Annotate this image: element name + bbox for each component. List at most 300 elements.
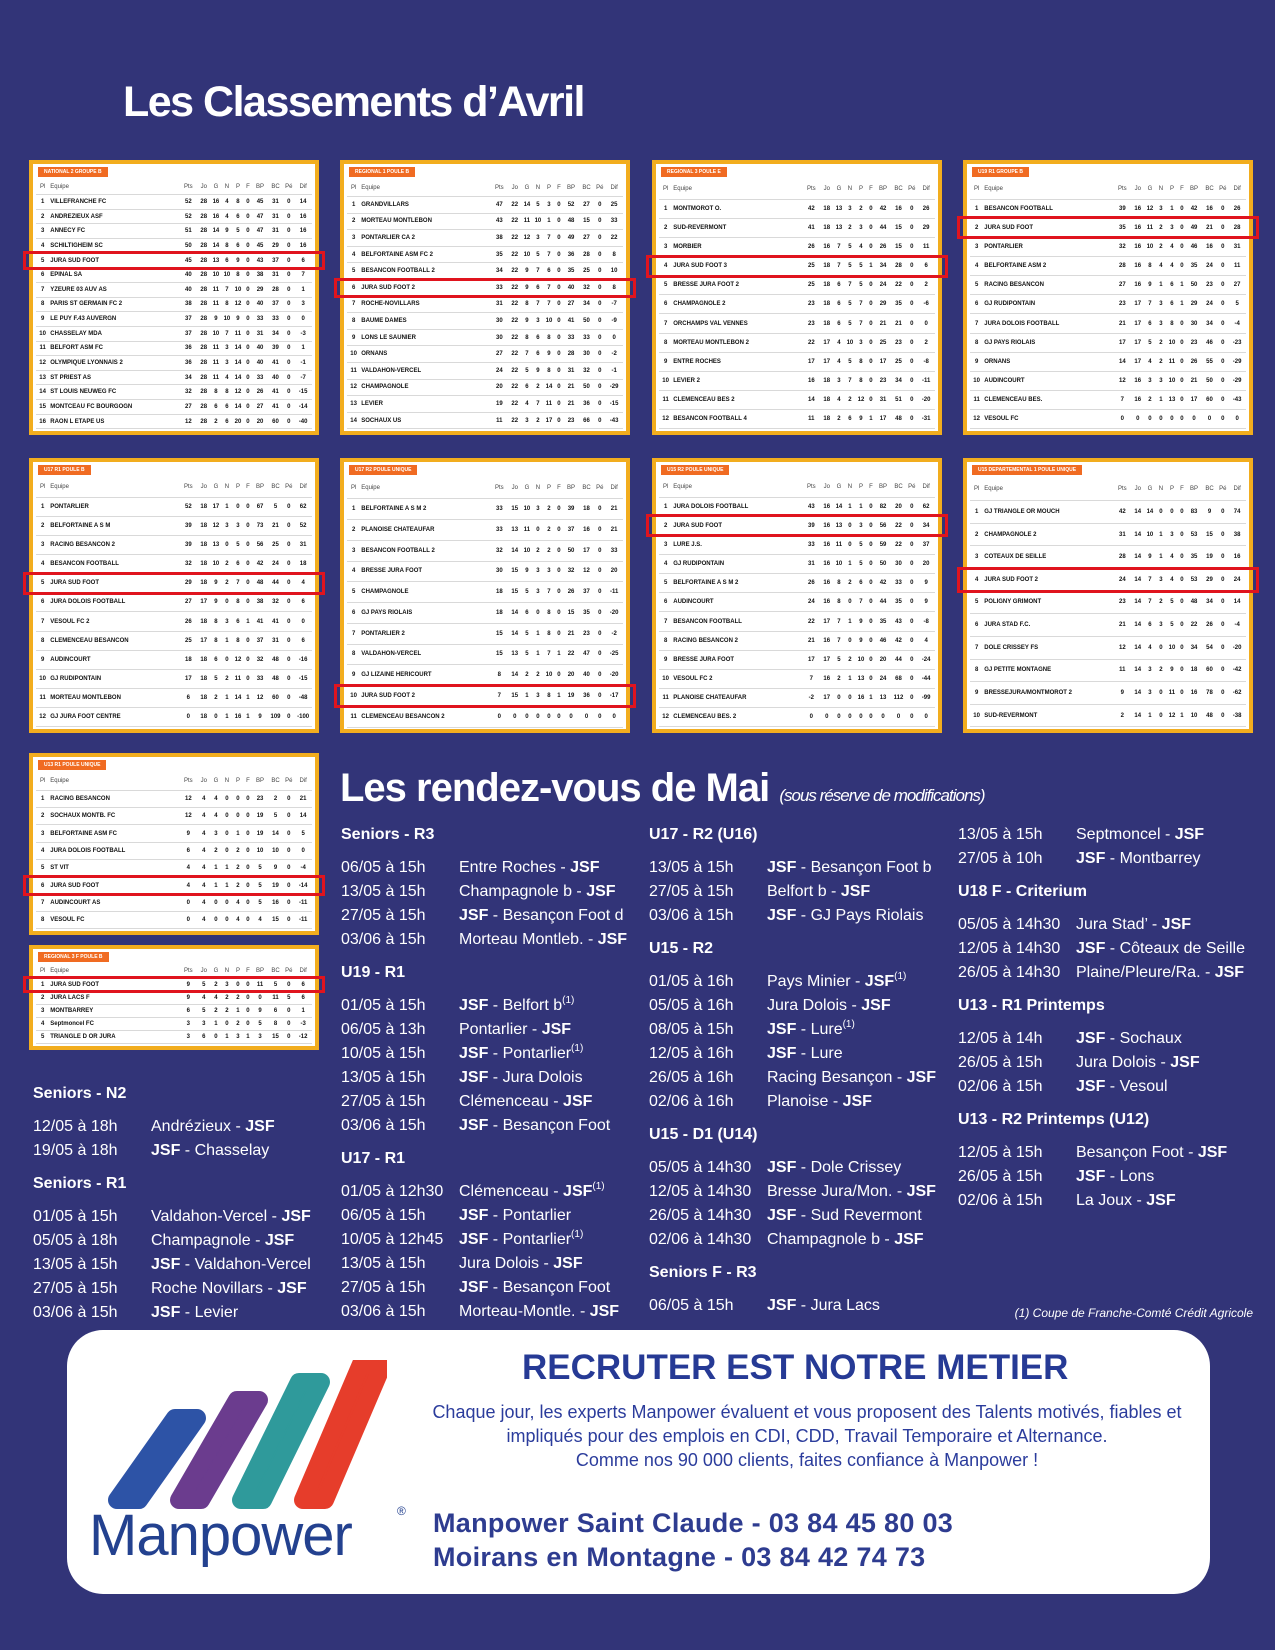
standings-cell: 23 bbox=[563, 412, 578, 429]
standings-row bbox=[970, 659, 1246, 682]
standings-cell: 1 bbox=[221, 860, 232, 877]
standings-cell: -31 bbox=[917, 410, 935, 429]
match-jsf: JSF bbox=[264, 1232, 295, 1249]
standings-cell: 33 bbox=[579, 329, 594, 346]
standings-header-cell: BC bbox=[891, 180, 906, 199]
standings-cell: 7 bbox=[294, 268, 312, 283]
standings-cell: CHAMPAGNOLE 2 bbox=[983, 523, 1113, 546]
standings-row bbox=[36, 631, 312, 650]
match-teams bbox=[767, 904, 923, 928]
standings-cell: 0 bbox=[906, 371, 917, 390]
standings-cell: 37 bbox=[579, 582, 594, 603]
standings-cell: 48 bbox=[268, 669, 283, 688]
standings-cell: 6 bbox=[221, 253, 232, 268]
standings-row bbox=[659, 574, 935, 593]
match-row bbox=[33, 1139, 323, 1163]
match-teams bbox=[151, 1205, 311, 1229]
standings-cell: 0 bbox=[594, 412, 605, 429]
match-teams bbox=[767, 1180, 936, 1204]
standings-table bbox=[659, 180, 935, 429]
standings-row bbox=[36, 356, 312, 371]
standings-header-cell: P bbox=[543, 478, 554, 499]
match-row bbox=[33, 1115, 323, 1139]
standings-header-cell: BC bbox=[1202, 478, 1217, 501]
standings-table bbox=[36, 773, 312, 929]
standings-header-cell: F bbox=[866, 180, 875, 199]
standings-cell: 2 bbox=[543, 520, 554, 541]
standings-cell: 4 bbox=[1155, 257, 1166, 276]
standings-cell: 18 bbox=[197, 535, 210, 554]
standings-cell: 5 bbox=[268, 978, 283, 991]
standings-cell: 1 bbox=[554, 686, 563, 707]
standings-row bbox=[36, 650, 312, 669]
standings-cell: 3 bbox=[1155, 614, 1166, 637]
standings-cell: 21 bbox=[803, 631, 821, 650]
standings-cell: 0 bbox=[1177, 333, 1186, 352]
standings-cell: 10 bbox=[543, 313, 554, 330]
standings-cell: 6 bbox=[180, 1004, 198, 1017]
standings-cell: 38 bbox=[252, 593, 267, 612]
standings-cell: 8 bbox=[491, 665, 509, 686]
section-gap bbox=[649, 1252, 949, 1261]
standings-row bbox=[36, 808, 312, 825]
standings-cell: 10 bbox=[1166, 371, 1177, 390]
standings-cell: 3 bbox=[532, 686, 543, 707]
standings-row bbox=[970, 371, 1246, 390]
standings-cell: 44 bbox=[891, 650, 906, 669]
standings-cell: -6 bbox=[917, 295, 935, 314]
standings-row bbox=[659, 593, 935, 612]
standings-cell: 15 bbox=[508, 582, 521, 603]
standings-cell: BELFORTAINE A S M 2 bbox=[360, 499, 490, 520]
standings-header-row bbox=[36, 478, 312, 497]
standings-cell: 0 bbox=[1177, 614, 1186, 637]
match-team-before: Belfort b - bbox=[767, 883, 841, 900]
standings-cell: 28 bbox=[197, 253, 210, 268]
standings-cell: 3 bbox=[210, 825, 221, 842]
standings-cell: 13 bbox=[855, 669, 866, 688]
standings-cell: 0 bbox=[1155, 501, 1166, 524]
standings-row bbox=[659, 257, 935, 276]
standings-cell: 3 bbox=[347, 540, 360, 561]
standings-caption: U17 R1 POULE B bbox=[38, 465, 91, 475]
standings-cell: SOCHAUX MONTB. FC bbox=[49, 808, 179, 825]
standings-cell: 22 bbox=[891, 535, 906, 554]
standings-cell: 10 bbox=[210, 555, 221, 574]
match-date: 26/05 à 14h30 bbox=[958, 964, 1061, 981]
standings-cell: JURA SUD FOOT bbox=[49, 877, 179, 894]
match-team-after: - Sud Revermont bbox=[796, 1207, 922, 1224]
schedule-section-title: Seniors - R3 bbox=[341, 826, 435, 843]
standings-cell: 8 bbox=[1144, 257, 1155, 276]
manpower-logo-text: Manpower bbox=[89, 1503, 352, 1568]
standings-cell: 7 bbox=[1144, 295, 1155, 314]
standings-cell: 2 bbox=[532, 379, 543, 396]
standings-cell: 16 bbox=[855, 689, 866, 708]
match-date: 06/05 à 13h bbox=[341, 1021, 426, 1038]
standings-cell: 60 bbox=[268, 689, 283, 708]
standings-caption: U13 R1 POULE UNIQUE bbox=[38, 760, 106, 770]
standings-cell: 1 bbox=[36, 978, 49, 991]
match-team-after: - Sochaux bbox=[1105, 1030, 1182, 1047]
standings-cell: 3 bbox=[970, 546, 983, 569]
standings-cell: -1 bbox=[294, 356, 312, 371]
standings-cell: 17 bbox=[1114, 333, 1132, 352]
standings-row bbox=[347, 582, 623, 603]
standings-cell: 0 bbox=[221, 790, 232, 807]
standings-cell: 17 bbox=[180, 669, 198, 688]
standings-cell: 0 bbox=[243, 282, 252, 297]
standings-header-cell: P bbox=[232, 965, 243, 978]
standings-cell: GJ PAYS RIOLAIS bbox=[983, 333, 1113, 352]
standings-cell: 0 bbox=[866, 218, 875, 237]
standings-cell: 22 bbox=[891, 516, 906, 535]
standings-cell: 0 bbox=[283, 497, 294, 516]
standings-row bbox=[36, 326, 312, 341]
standings-cell: 0 bbox=[221, 593, 232, 612]
standings-cell: 5 bbox=[659, 276, 672, 295]
standings-cell: 4 bbox=[917, 631, 935, 650]
standings-cell: 4 bbox=[1144, 352, 1155, 371]
match-teams bbox=[151, 1115, 275, 1139]
standings-cell: 25 bbox=[803, 276, 821, 295]
standings-row bbox=[659, 631, 935, 650]
standings-cell: 3 bbox=[833, 371, 844, 390]
standings-cell: 0 bbox=[1131, 410, 1144, 429]
standings-cell: 3 bbox=[36, 1004, 49, 1017]
match-jsf: JSF bbox=[277, 1280, 307, 1297]
standings-cell: 9 bbox=[347, 665, 360, 686]
standings-cell: 5 bbox=[36, 574, 49, 593]
standings-cell: 1 bbox=[521, 686, 532, 707]
standings-header-cell: Pl bbox=[659, 478, 672, 497]
standings-cell: 10 bbox=[210, 326, 221, 341]
match-team-before: Plaine/Pleure/Ra. - bbox=[1076, 964, 1215, 981]
rendezvous-heading: Les rendez-vous de Mai bbox=[340, 766, 770, 810]
standings-cell: 5 bbox=[532, 197, 543, 214]
standings-header-cell: P bbox=[543, 180, 554, 197]
standings-cell: 22 bbox=[508, 280, 521, 297]
standings-cell: 8 bbox=[543, 603, 554, 624]
standings-header-cell: F bbox=[243, 180, 252, 195]
match-team-before: Andrézieux - bbox=[151, 1118, 246, 1135]
standings-cell: 5 bbox=[855, 535, 866, 554]
standings-cell: 0 bbox=[906, 333, 917, 352]
standings-cell: 0 bbox=[554, 230, 563, 247]
standings-cell: AUDINCOURT bbox=[49, 650, 179, 669]
standings-cell: GJ RUDIPONTAIN bbox=[49, 669, 179, 688]
standings-cell: 0 bbox=[532, 706, 543, 727]
match-teams bbox=[767, 1228, 924, 1252]
standings-header-cell: F bbox=[866, 478, 875, 497]
standings-cell: 2 bbox=[210, 414, 221, 429]
match-teams bbox=[1076, 1075, 1168, 1099]
standings-cell: 28 bbox=[197, 209, 210, 224]
standings-cell: 0 bbox=[283, 282, 294, 297]
match-date: 08/05 à 15h bbox=[649, 1021, 734, 1038]
schedule-section-title: U18 F - Criterium bbox=[958, 883, 1087, 900]
standings-cell: 0 bbox=[906, 689, 917, 708]
standings-header-cell: N bbox=[532, 478, 543, 499]
standings-cell: 43 bbox=[252, 253, 267, 268]
standings-cell: 3 bbox=[532, 230, 543, 247]
standings-cell: 0 bbox=[283, 825, 294, 842]
standings-cell: 1 bbox=[970, 199, 983, 218]
standings-cell: 13 bbox=[36, 370, 49, 385]
standings-cell: 28 bbox=[1114, 257, 1132, 276]
standings-cell: 0 bbox=[594, 313, 605, 330]
ad-paragraph bbox=[427, 1400, 1187, 1472]
standings-table bbox=[36, 180, 312, 429]
standings-header-row bbox=[970, 478, 1246, 501]
standings-header-cell: Equipe bbox=[49, 965, 179, 978]
standings-cell: 8 bbox=[659, 333, 672, 352]
standings-cell: 28 bbox=[197, 400, 210, 415]
standings-cell: 6 bbox=[1166, 295, 1177, 314]
match-jsf: JSF bbox=[459, 1117, 489, 1134]
standings-cell: 9 bbox=[210, 312, 221, 327]
standings-header-cell: BC bbox=[579, 478, 594, 499]
standings-header-row bbox=[36, 773, 312, 790]
standings-cell: -20 bbox=[917, 391, 935, 410]
match-cup-note: (1) bbox=[571, 1229, 584, 1240]
match-date: 06/05 à 15h bbox=[341, 859, 426, 876]
standings-cell: 0 bbox=[283, 631, 294, 650]
standings-cell: 19 bbox=[252, 808, 267, 825]
standings-cell: 5 bbox=[970, 276, 983, 295]
standings-cell: 13 bbox=[875, 689, 890, 708]
standings-cell: 10 bbox=[659, 669, 672, 688]
standings-cell: 48 bbox=[891, 410, 906, 429]
standings-cell: 3 bbox=[1155, 371, 1166, 390]
standings-cell: LE PUY F.43 AUVERGN bbox=[49, 312, 179, 327]
standings-row bbox=[36, 195, 312, 210]
match-jsf: JSF bbox=[151, 1142, 181, 1159]
match-team-before: Clémenceau - bbox=[459, 1183, 564, 1200]
standings-cell: 0 bbox=[906, 574, 917, 593]
standings-cell: 5 bbox=[659, 574, 672, 593]
standings-header-cell: G bbox=[1144, 180, 1155, 199]
match-jsf: JSF bbox=[459, 1045, 489, 1062]
standings-cell: 7 bbox=[833, 612, 844, 631]
standings-cell: 14 bbox=[294, 808, 312, 825]
match-jsf: JSF bbox=[864, 973, 895, 990]
standings-table bbox=[347, 180, 623, 429]
match-row bbox=[958, 1027, 1258, 1051]
match-date: 13/05 à 15h bbox=[341, 883, 426, 900]
standings-cell: 44 bbox=[875, 218, 890, 237]
standings-row bbox=[970, 501, 1246, 524]
match-row bbox=[33, 1253, 323, 1277]
standings-cell: 4 bbox=[197, 860, 210, 877]
match-teams bbox=[767, 880, 870, 904]
standings-cell: 16 bbox=[294, 209, 312, 224]
standings-cell: 1 bbox=[1144, 704, 1155, 727]
standings-cell: 0 bbox=[1217, 523, 1228, 546]
match-date: 13/05 à 15h bbox=[649, 859, 734, 876]
standings-cell: 15 bbox=[268, 1031, 283, 1044]
standings-cell: 18 bbox=[820, 218, 833, 237]
standings-cell: 1 bbox=[221, 689, 232, 708]
standings-cell: 27 bbox=[579, 197, 594, 214]
standings-cell: 16 bbox=[210, 209, 221, 224]
match-row bbox=[341, 1300, 641, 1324]
standings-cell: 14 bbox=[1131, 659, 1144, 682]
standings-cell: 41 bbox=[268, 356, 283, 371]
standings-cell: 9 bbox=[221, 224, 232, 239]
standings-cell: 2 bbox=[232, 991, 243, 1004]
standings-cell: 28 bbox=[563, 346, 578, 363]
standings-cell: 10 bbox=[232, 282, 243, 297]
standings-cell: 21 bbox=[605, 520, 623, 541]
match-row bbox=[341, 1228, 641, 1252]
standings-cell: 2 bbox=[970, 523, 983, 546]
standings-cell: 5 bbox=[844, 295, 855, 314]
standings-cell: 16 bbox=[891, 199, 906, 218]
match-team-after: - Pontarlier bbox=[488, 1045, 572, 1062]
standings-cell: 46 bbox=[875, 631, 890, 650]
standings-cell: 0 bbox=[283, 356, 294, 371]
standings-header-cell: BC bbox=[268, 965, 283, 978]
standings-cell: -43 bbox=[1228, 391, 1246, 410]
standings-cell: 7 bbox=[36, 612, 49, 631]
standings-row bbox=[36, 497, 312, 516]
standings-cell: 9 bbox=[210, 593, 221, 612]
standings-cell: 16 bbox=[820, 516, 833, 535]
match-date: 26/05 à 15h bbox=[958, 1054, 1043, 1071]
standings-table bbox=[659, 478, 935, 727]
standings-header-cell: Jo bbox=[820, 478, 833, 497]
standings-card bbox=[29, 160, 319, 435]
standings-cell: PLANOISE CHATEAUFAR bbox=[672, 689, 802, 708]
standings-cell: 0 bbox=[221, 842, 232, 859]
match-teams bbox=[767, 1294, 880, 1318]
standings-cell: 3 bbox=[855, 333, 866, 352]
standings-cell: CHAMPAGNOLE 2 bbox=[672, 295, 802, 314]
standings-cell: 7 bbox=[1144, 591, 1155, 614]
match-jsf: JSF bbox=[767, 1297, 797, 1314]
standings-cell: 39 bbox=[563, 499, 578, 520]
standings-cell: 8 bbox=[543, 329, 554, 346]
standings-cell: GJ PETITE MONTAGNE bbox=[983, 659, 1113, 682]
standings-cell: 2 bbox=[232, 1018, 243, 1031]
standings-cell: 50 bbox=[875, 555, 890, 574]
match-team-before: Septmoncel - bbox=[1076, 826, 1175, 843]
standings-cell: 0 bbox=[1217, 591, 1228, 614]
match-date: 12/05 à 16h bbox=[649, 1045, 734, 1062]
standings-cell: 0 bbox=[283, 268, 294, 283]
standings-cell: 6 bbox=[521, 379, 532, 396]
standings-cell: 21 bbox=[891, 314, 906, 333]
schedule-section-title: U13 - R1 Printemps bbox=[958, 997, 1105, 1014]
match-team-after: - GJ Pays Riolais bbox=[796, 907, 924, 924]
standings-cell: GJ PAYS RIOLAIS bbox=[360, 603, 490, 624]
standings-cell: 40 bbox=[563, 280, 578, 297]
standings-cell: 0 bbox=[866, 593, 875, 612]
standings-cell: 9 bbox=[659, 352, 672, 371]
standings-cell: 24 bbox=[875, 276, 890, 295]
standings-header-cell: F bbox=[554, 180, 563, 197]
standings-row bbox=[36, 991, 312, 1004]
standings-cell: 16 bbox=[1131, 276, 1144, 295]
standings-cell: 1 bbox=[243, 1031, 252, 1044]
standings-header-cell: P bbox=[855, 180, 866, 199]
standings-cell: 2 bbox=[1155, 218, 1166, 237]
standings-cell: 6 bbox=[221, 400, 232, 415]
standings-cell: 0 bbox=[1166, 410, 1177, 429]
standings-cell: 28 bbox=[197, 268, 210, 283]
match-row bbox=[649, 994, 949, 1018]
standings-cell: 0 bbox=[1217, 682, 1228, 705]
standings-cell: 7 bbox=[532, 263, 543, 280]
standings-cell: MONTMOROT O. bbox=[672, 199, 802, 218]
standings-cell: 3 bbox=[970, 237, 983, 256]
match-date: 13/05 à 15h bbox=[33, 1256, 118, 1273]
standings-cell: 20 bbox=[563, 665, 578, 686]
standings-cell: 5 bbox=[210, 669, 221, 688]
section-gap bbox=[341, 1138, 641, 1147]
standings-cell: 14 bbox=[1131, 569, 1144, 592]
match-team-after: - Besançon Foot d bbox=[488, 907, 624, 924]
standings-cell: 1 bbox=[1155, 523, 1166, 546]
standings-cell: 0 bbox=[844, 535, 855, 554]
standings-cell: 44 bbox=[268, 574, 283, 593]
match-row bbox=[33, 1205, 323, 1229]
match-team-before: Jura Dolois - bbox=[459, 1255, 554, 1272]
standings-cell: 27 bbox=[1228, 276, 1246, 295]
standings-cell: 18 bbox=[197, 689, 210, 708]
match-date: 27/05 à 15h bbox=[341, 907, 426, 924]
standings-cell: 6 bbox=[36, 877, 49, 894]
standings-cell: 3 bbox=[36, 535, 49, 554]
match-row bbox=[341, 1066, 641, 1090]
match-row bbox=[958, 1141, 1258, 1165]
standings-cell: 0 bbox=[554, 706, 563, 727]
standings-cell: JURA DOLOIS FOOTBALL bbox=[983, 314, 1113, 333]
standings-cell: 31 bbox=[294, 535, 312, 554]
standings-row bbox=[970, 523, 1246, 546]
standings-cell: 0 bbox=[283, 341, 294, 356]
standings-cell: PARIS ST GERMAIN FC 2 bbox=[49, 297, 179, 312]
standings-cell: 6 bbox=[855, 574, 866, 593]
match-date: 01/05 à 15h bbox=[341, 997, 426, 1014]
standings-cell: 6 bbox=[36, 268, 49, 283]
standings-cell: 7 bbox=[543, 296, 554, 313]
rendezvous-subtitle: (sous réserve de modifications) bbox=[779, 786, 985, 805]
standings-cell: 0 bbox=[594, 296, 605, 313]
standings-cell: 0 bbox=[866, 199, 875, 218]
standings-table bbox=[970, 478, 1246, 727]
standings-cell: 20 bbox=[605, 561, 623, 582]
standings-cell: 1 bbox=[532, 644, 543, 665]
standings-cell: 14 bbox=[1131, 501, 1144, 524]
standings-header-cell: G bbox=[210, 965, 221, 978]
standings-cell: 0 bbox=[594, 329, 605, 346]
standings-cell: 3 bbox=[221, 356, 232, 371]
standings-cell: 0 bbox=[866, 612, 875, 631]
standings-cell: 5 bbox=[1166, 591, 1177, 614]
standings-header-row bbox=[970, 180, 1246, 199]
standings-cell: 1 bbox=[866, 257, 875, 276]
standings-cell: 0 bbox=[283, 842, 294, 859]
standings-cell: 10 bbox=[1186, 704, 1201, 727]
standings-cell: 16 bbox=[820, 593, 833, 612]
standings-header-cell: F bbox=[1177, 478, 1186, 501]
standings-cell: 14 bbox=[36, 385, 49, 400]
standings-cell: 0 bbox=[1177, 636, 1186, 659]
standings-cell: 0 bbox=[1217, 546, 1228, 569]
standings-cell: 19 bbox=[252, 825, 267, 842]
